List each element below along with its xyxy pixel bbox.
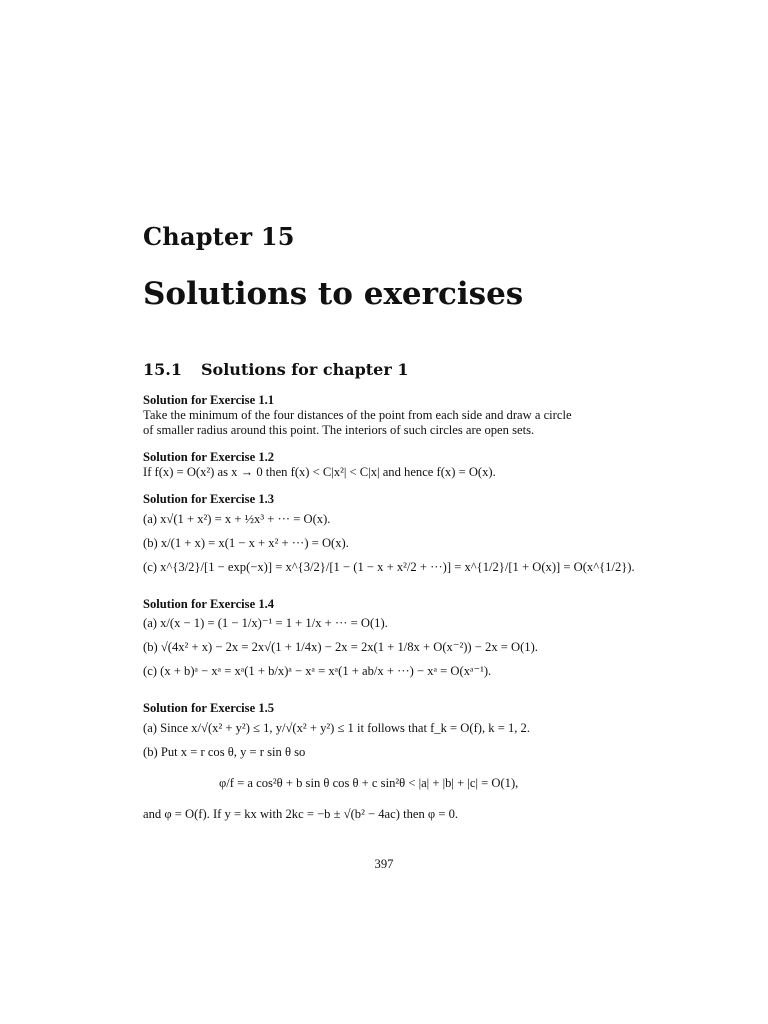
solution-text: (b) √(4x² + x) − 2x = 2x√(1 + 1/4x) − 2x = 2x(1 + 1/8x + O(x⁻²)) − 2x = O(1). bbox=[143, 640, 538, 654]
chapter-title: Solutions to exercises bbox=[143, 276, 524, 312]
solution-text: (a) x√(1 + x²) = x + ½x³ + ··· = O(x). bbox=[143, 512, 331, 526]
section-heading bbox=[143, 360, 408, 379]
solution-1-5 bbox=[143, 701, 633, 822]
solution-text: (b) Put x = r cos θ, y = r sin θ so bbox=[143, 745, 306, 759]
section-title: Solutions for chapter 1 bbox=[201, 360, 409, 379]
page-number: 397 bbox=[374, 857, 394, 871]
section-number: 15.1 bbox=[143, 360, 182, 379]
solution-heading: Solution for Exercise 1.3 bbox=[143, 492, 275, 506]
solution-heading: Solution for Exercise 1.5 bbox=[143, 701, 275, 715]
chapter-label: Chapter 15 bbox=[143, 222, 295, 251]
solution-1-2 bbox=[143, 450, 633, 480]
solution-text: and φ = O(f). If y = kx with 2kc = −b ± √(b² − 4ac) then φ = 0. bbox=[143, 807, 459, 821]
solution-text: of smaller radius around this point. The interiors of such circles are open sets. bbox=[143, 423, 535, 437]
solution-text: (a) Since x/√(x² + y²) ≤ 1, y/√(x² + y²) ≤ 1 it follows that f_k = O(f), k = 1, 2. bbox=[143, 721, 530, 735]
solution-text: (c) (x + b)ᵃ − xᵃ = xᵃ(1 + b/x)ᵃ − xᵃ = xᵃ(1 + ab/x + ···) − xᵃ = O(xᵃ⁻¹). bbox=[143, 664, 492, 678]
solutions-body bbox=[143, 393, 633, 832]
solution-text: (c) x^{3/2}/[1 − exp(−x)] = x^{3/2}/[1 − (1 − x + x²/2 + ···)] = x^{1/2}/[1 + O(x)] = O(x^{1/2}). bbox=[143, 560, 635, 574]
display-equation: φ/f = a cos²θ + b sin θ cos θ + c sin²θ < |a| + |b| + |c| = O(1), bbox=[219, 776, 519, 790]
solution-text: (b) x/(1 + x) = x(1 − x + x² + ···) = O(x). bbox=[143, 536, 349, 550]
solution-heading: Solution for Exercise 1.2 bbox=[143, 450, 275, 464]
solution-heading: Solution for Exercise 1.1 bbox=[143, 393, 275, 407]
solution-1-1 bbox=[143, 393, 633, 438]
solution-1-3 bbox=[143, 492, 633, 575]
solution-heading: Solution for Exercise 1.4 bbox=[143, 597, 275, 611]
solution-text: (a) x/(x − 1) = (1 − 1/x)⁻¹ = 1 + 1/x + ··· = O(1). bbox=[143, 616, 388, 630]
solution-1-4 bbox=[143, 597, 633, 679]
solution-text: If f(x) = O(x²) as x → 0 then f(x) < C|x²| < C|x| and hence f(x) = O(x). bbox=[143, 465, 496, 479]
solution-text: Take the minimum of the four distances of the point from each side and draw a circle bbox=[143, 408, 572, 422]
